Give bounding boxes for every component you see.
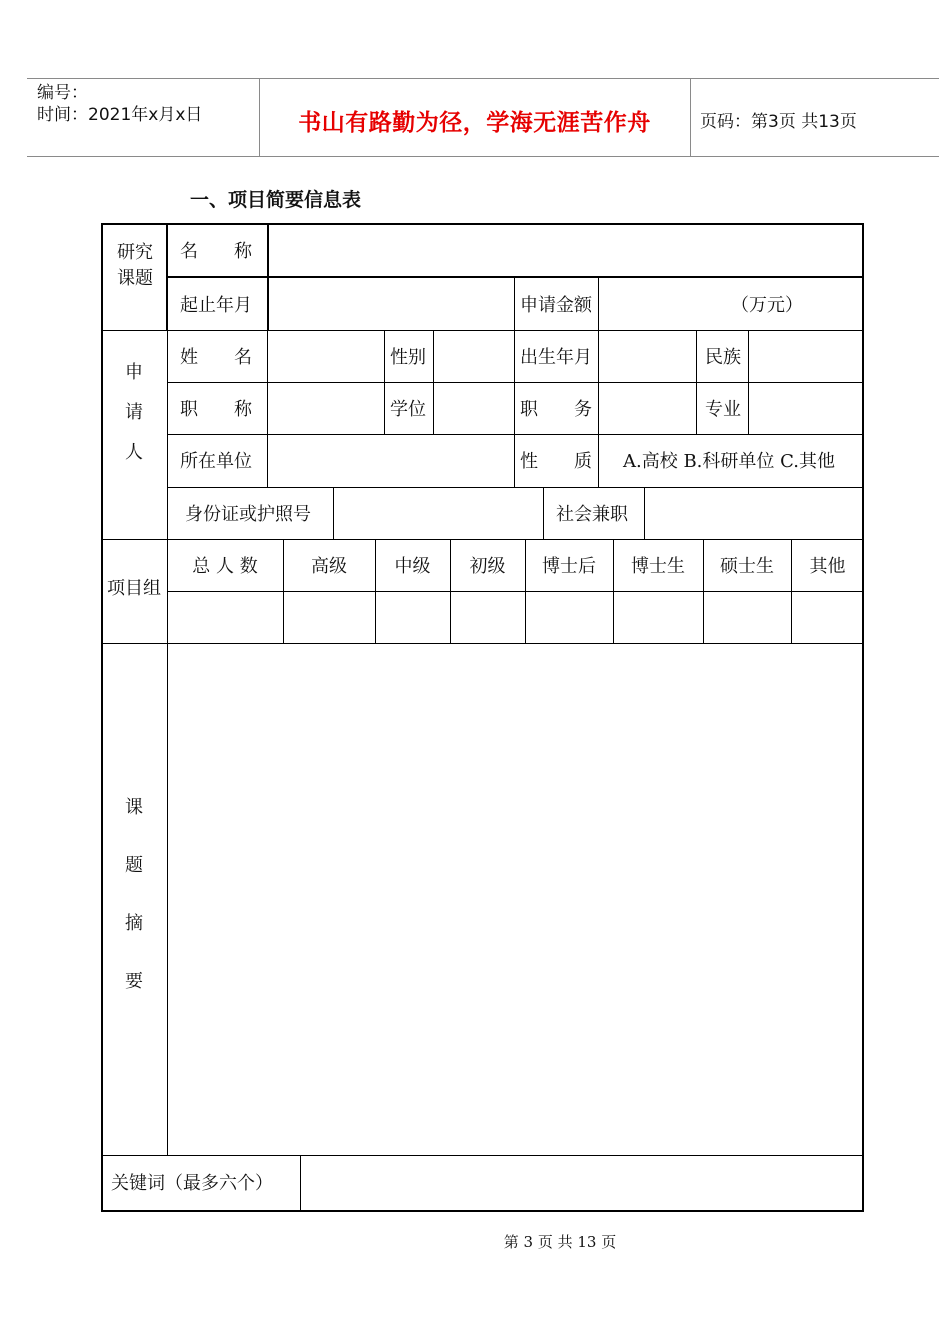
col-divider [598, 330, 599, 487]
col-divider [450, 539, 451, 643]
header-page-info: 页码：第3页 共13页 [700, 112, 857, 132]
gender-label: 性别 [390, 347, 426, 368]
header-number: 编号： [37, 83, 88, 103]
col-divider [514, 330, 515, 487]
project-info-table [101, 223, 864, 1212]
major-label: 专业 [705, 399, 741, 420]
amount-label: 申请金额 [520, 295, 592, 316]
col-divider [543, 487, 544, 539]
period-label: 起止年月 [180, 295, 252, 316]
degree-label: 学位 [390, 399, 426, 420]
col-divider [166, 223, 168, 330]
row-divider [101, 1155, 864, 1156]
row-divider [167, 487, 864, 488]
col-divider [300, 1155, 301, 1212]
row-divider [167, 276, 864, 278]
abstract-char: 要 [125, 971, 143, 992]
header-divider [690, 78, 691, 156]
row-divider [167, 382, 864, 383]
nature-options: A.高校 B.科研单位 C.其他 [623, 451, 835, 472]
row-divider [101, 643, 864, 644]
applicant-char: 人 [125, 442, 143, 463]
team-header: 总 人 数 [192, 556, 258, 577]
page-footer: 第 3 页 共 13 页 [503, 1233, 617, 1251]
name-label: 名 称 [180, 241, 252, 262]
col-divider [333, 487, 334, 539]
section-title: 一、项目简要信息表 [190, 189, 362, 211]
row-divider [101, 330, 864, 331]
table-border [101, 223, 864, 225]
header-top-rule [27, 78, 939, 79]
person-name-label: 姓 名 [180, 347, 252, 368]
col-divider [703, 539, 704, 643]
col-divider [514, 278, 515, 330]
header-bottom-rule [27, 156, 939, 157]
row-divider [101, 539, 864, 540]
team-header: 高级 [311, 556, 347, 577]
row-divider [167, 591, 864, 592]
table-border [862, 223, 864, 1212]
team-label: 项目组 [107, 578, 161, 599]
col-divider [613, 539, 614, 643]
team-header: 其他 [809, 556, 846, 577]
part-time-label: 社会兼职 [556, 504, 628, 525]
col-divider [267, 223, 269, 330]
team-header: 博士生 [631, 556, 685, 577]
col-divider [525, 539, 526, 643]
birth-label: 出生年月 [520, 347, 592, 368]
abstract-char: 课 [125, 797, 143, 818]
id-label: 身份证或护照号 [185, 504, 311, 525]
col-divider [696, 330, 697, 434]
team-header: 硕士生 [720, 556, 774, 577]
col-divider [598, 278, 599, 330]
ethnicity-label: 民族 [705, 347, 741, 368]
keywords-label: 关键词（最多六个） [111, 1173, 273, 1194]
applicant-char: 申 [125, 362, 143, 383]
unit-label: 所在单位 [180, 451, 252, 472]
abstract-char: 题 [125, 855, 143, 876]
col-divider [375, 539, 376, 643]
header-motto: 书山有路勤为径，学海无涯苦作舟 [298, 110, 651, 136]
col-divider [283, 539, 284, 643]
header-meta [37, 82, 202, 126]
col-divider [167, 330, 168, 1155]
team-header: 中级 [394, 556, 431, 577]
research-topic-label: 研究课题 [117, 242, 153, 289]
title-label: 职 称 [180, 399, 252, 420]
applicant-char: 请 [125, 402, 143, 423]
abstract-char: 摘 [125, 913, 143, 934]
col-divider [791, 539, 792, 643]
header-time: 时间：2021年x月x日 [37, 105, 203, 125]
col-divider [267, 330, 268, 487]
col-divider [433, 330, 434, 434]
col-divider [748, 330, 749, 434]
nature-label: 性 质 [520, 451, 592, 472]
team-header: 博士后 [542, 556, 596, 577]
team-header: 初级 [469, 556, 506, 577]
position-label: 职 务 [520, 399, 592, 420]
table-border [101, 1210, 864, 1212]
col-divider [384, 330, 385, 434]
col-divider [644, 487, 645, 539]
amount-unit: （万元） [731, 295, 803, 316]
row-divider [167, 434, 864, 435]
